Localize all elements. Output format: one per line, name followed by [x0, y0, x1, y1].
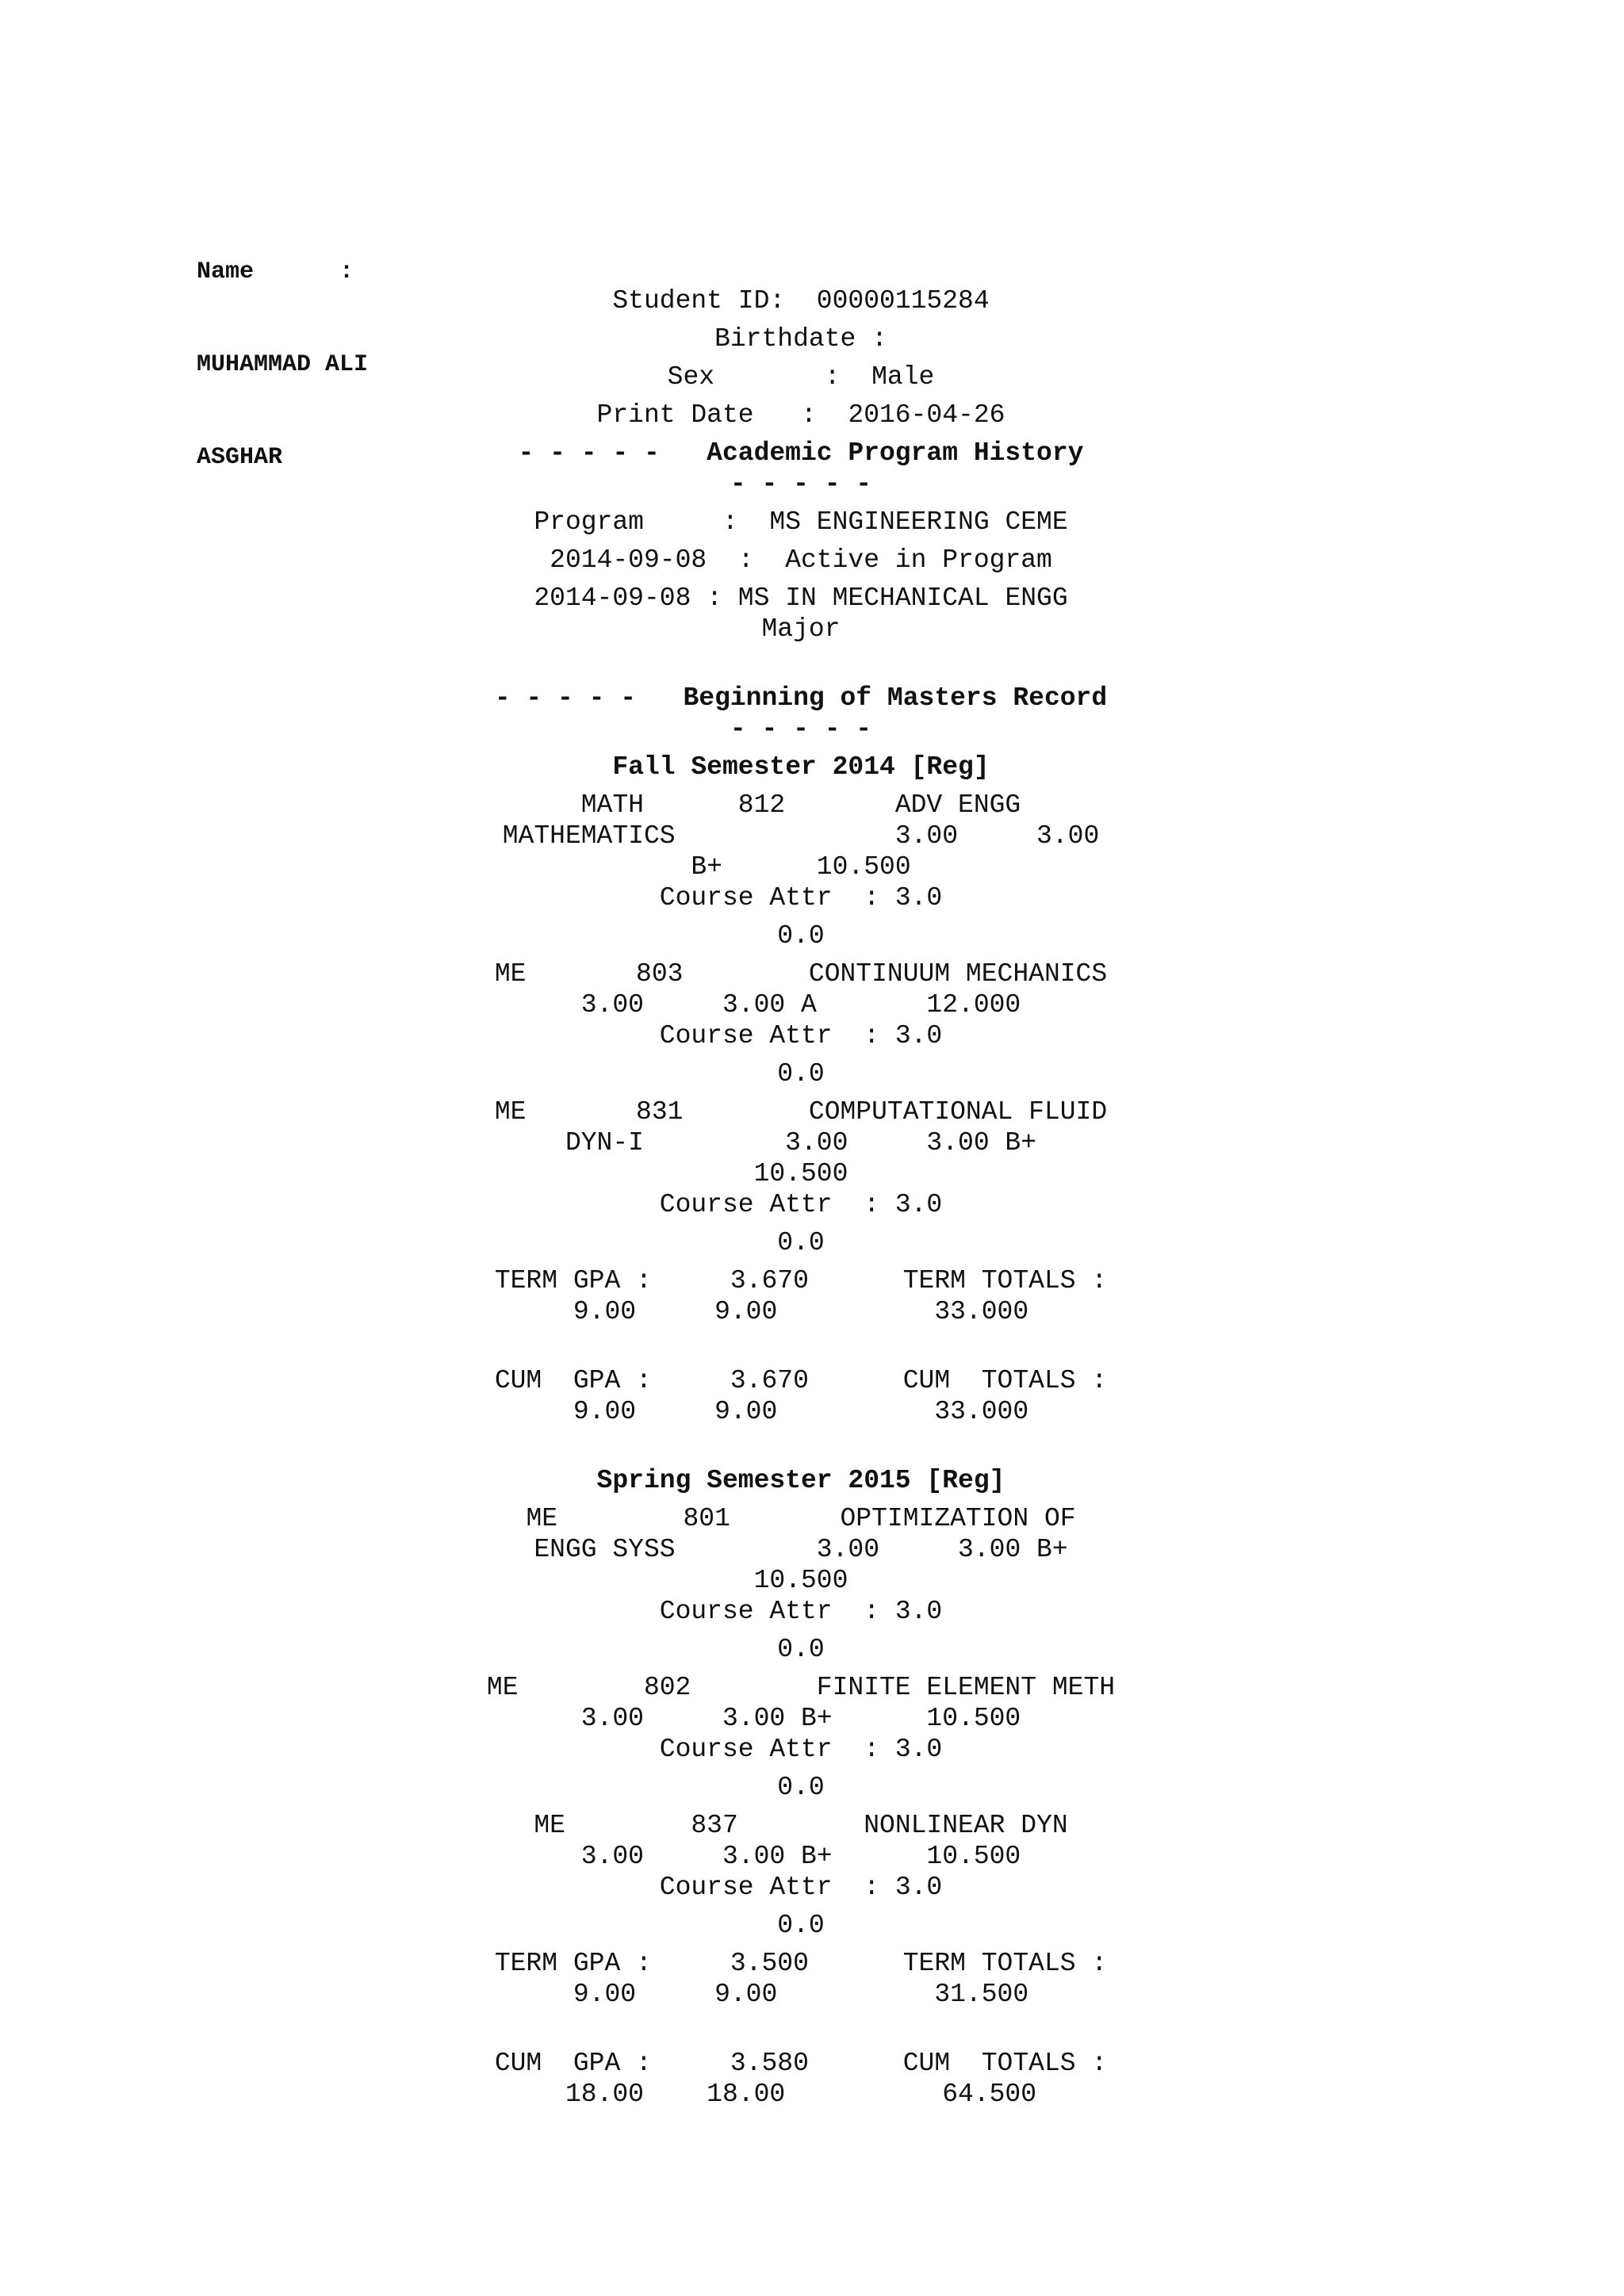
course-line: 3.00 3.00 B+ 10.500 [580, 1842, 1021, 1871]
print-date: Print Date : 2016-04-26 [596, 400, 1005, 430]
masters-record-heading: - - - - - Beginning of Masters Record [494, 683, 1108, 713]
course-line: ME 837 NONLINEAR DYN [534, 1811, 1068, 1840]
cum-gpa-values: 18.00 18.00 64.500 [565, 2080, 1037, 2109]
birthdate: Birthdate : [714, 324, 887, 354]
course-line: MATH 812 ADV ENGG [580, 790, 1021, 820]
course-attr: Course Attr : 3.0 [659, 1190, 943, 1219]
name-line-1: MUHAMMAD ALI [197, 351, 369, 378]
course-attr-value: 0.0 [777, 1059, 825, 1089]
course-line: B+ 10.500 [691, 852, 911, 882]
cum-gpa [444, 1365, 1158, 1427]
name-line-2: ASGHAR [197, 444, 283, 471]
name-label: Name : [197, 258, 354, 285]
course-entry [444, 959, 1158, 1089]
term-section [444, 1465, 1158, 2110]
term-section [444, 752, 1158, 1427]
course-entry [444, 1672, 1158, 1803]
cum-gpa [444, 2048, 1158, 2110]
term-gpa-line: TERM GPA : 3.500 TERM TOTALS : [494, 1949, 1108, 1978]
term-gpa-values: 9.00 9.00 31.500 [573, 1980, 1029, 2009]
cum-gpa-line: CUM GPA : 3.580 CUM TOTALS : [494, 2049, 1108, 2078]
course-line: ENGG SYSS 3.00 3.00 B+ [534, 1535, 1068, 1564]
course-line: 3.00 3.00 B+ 10.500 [580, 1704, 1021, 1733]
program-history-heading: - - - - - Academic Program History [518, 438, 1084, 468]
student-id: Student ID: 00000115284 [612, 286, 990, 316]
cum-gpa-line: CUM GPA : 3.670 CUM TOTALS : [494, 1366, 1108, 1395]
transcript-body [444, 285, 1158, 2110]
program-major: 2014-09-08 : MS IN MECHANICAL ENGG [534, 584, 1068, 613]
student-name-block [197, 195, 458, 535]
term-title: Fall Semester 2014 [Reg] [612, 752, 990, 782]
course-line: 10.500 [753, 1566, 848, 1595]
sex: Sex : Male [667, 362, 935, 392]
course-attr: Course Attr : 3.0 [659, 1735, 943, 1764]
course-entry [444, 1096, 1158, 1258]
course-line: ME 831 COMPUTATIONAL FLUID [494, 1097, 1108, 1127]
course-attr: Course Attr : 3.0 [659, 1597, 943, 1626]
course-line: ME 802 FINITE ELEMENT METH [486, 1673, 1116, 1702]
course-line: 3.00 3.00 A 12.000 [580, 990, 1021, 1020]
program-major-suffix: Major [761, 614, 841, 644]
masters-record-heading-dashes: - - - - - [730, 714, 872, 744]
term-title: Spring Semester 2015 [Reg] [596, 1466, 1005, 1495]
course-attr-value: 0.0 [777, 921, 825, 951]
course-line: MATHEMATICS 3.00 3.00 [502, 821, 1100, 851]
program-status: 2014-09-08 : Active in Program [550, 545, 1052, 575]
cum-gpa-values: 9.00 9.00 33.000 [573, 1397, 1029, 1426]
course-entry [444, 1503, 1158, 1665]
course-attr: Course Attr : 3.0 [659, 1021, 943, 1050]
course-entry [444, 1810, 1158, 1941]
program-history-heading-dashes: - - - - - [730, 469, 872, 499]
course-line: ME 803 CONTINUUM MECHANICS [494, 959, 1108, 989]
term-gpa [444, 1265, 1158, 1327]
course-attr-value: 0.0 [777, 1773, 825, 1802]
term-gpa-values: 9.00 9.00 33.000 [573, 1297, 1029, 1326]
course-attr: Course Attr : 3.0 [659, 883, 943, 913]
term-gpa-line: TERM GPA : 3.670 TERM TOTALS : [494, 1266, 1108, 1295]
course-line: 10.500 [753, 1159, 848, 1188]
course-attr: Course Attr : 3.0 [659, 1873, 943, 1902]
course-attr-value: 0.0 [777, 1911, 825, 1940]
course-entry [444, 790, 1158, 951]
course-attr-value: 0.0 [777, 1228, 825, 1257]
program-line: Program : MS ENGINEERING CEME [534, 507, 1068, 537]
course-attr-value: 0.0 [777, 1635, 825, 1664]
course-line: DYN-I 3.00 3.00 B+ [565, 1128, 1037, 1158]
course-line: ME 801 OPTIMIZATION OF [526, 1504, 1076, 1533]
term-gpa [444, 1948, 1158, 2010]
